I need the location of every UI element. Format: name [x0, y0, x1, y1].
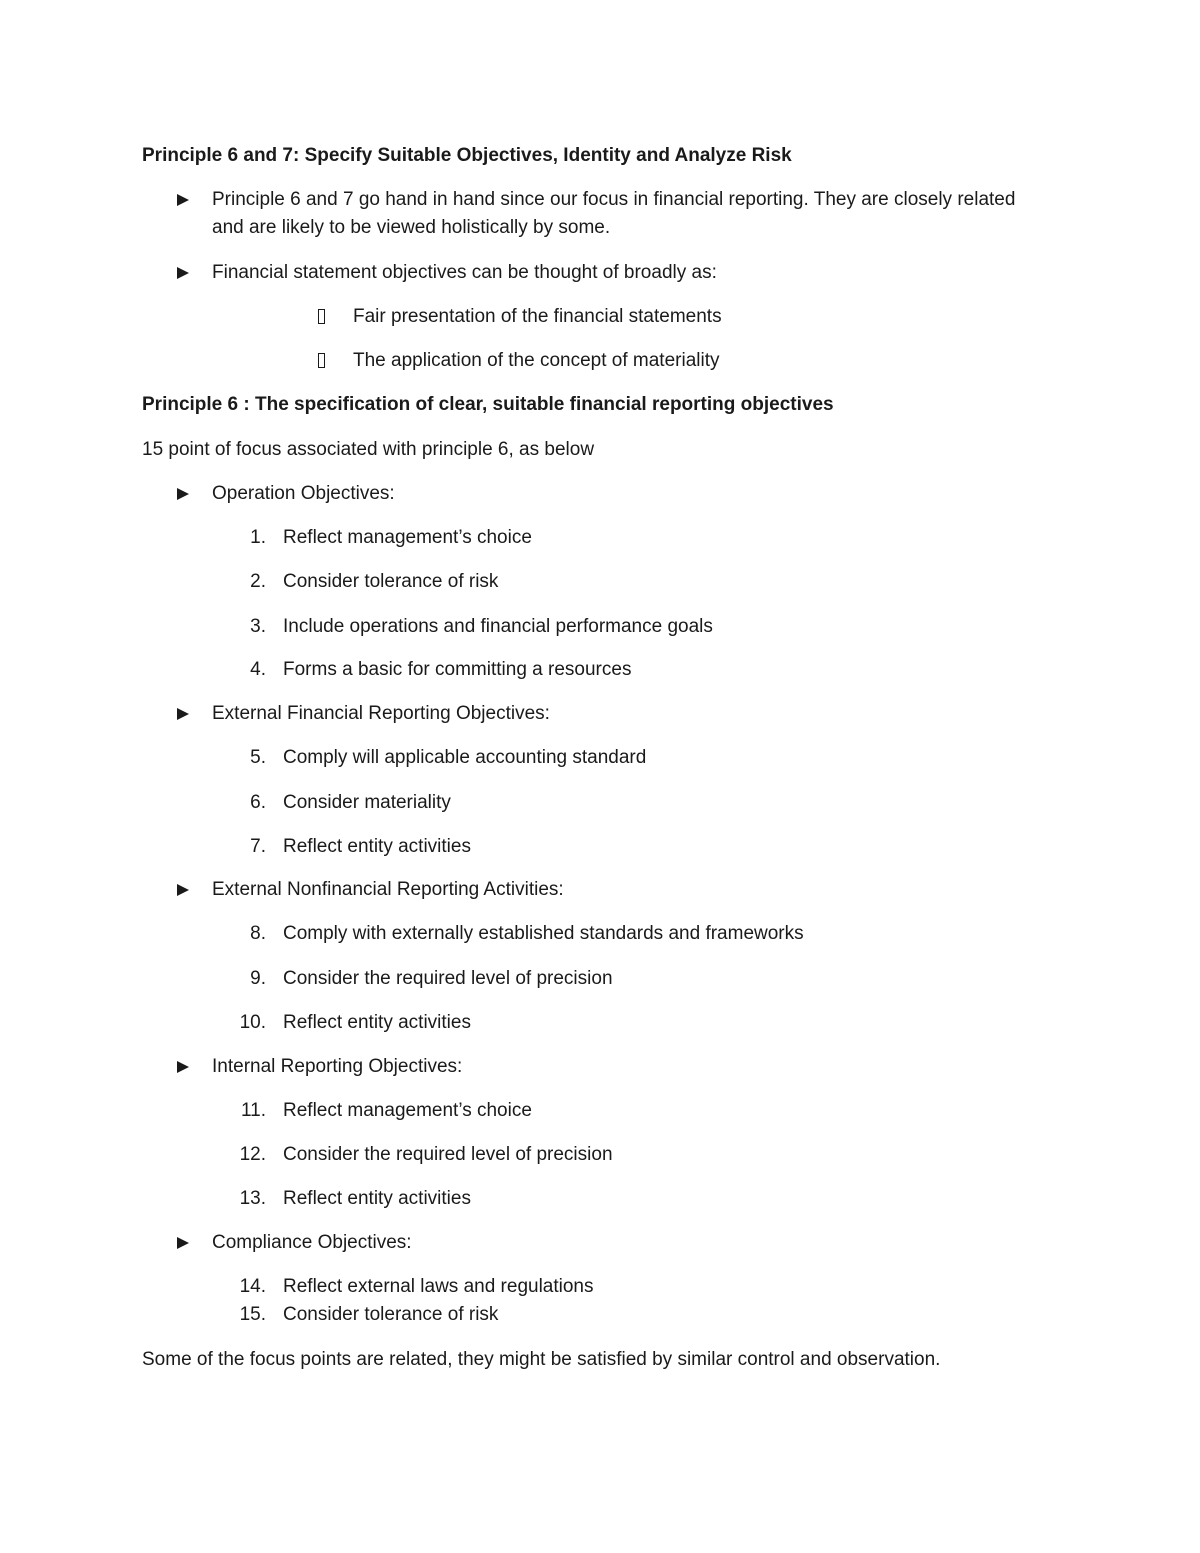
list-item-number: 4. — [250, 659, 266, 680]
list-item-number: 3. — [250, 616, 266, 637]
list-item-number: 10. — [239, 1012, 266, 1033]
list-item-number: 6. — [250, 792, 266, 813]
list-item: Consider the required level of precision — [283, 1144, 613, 1165]
list-item: Consider tolerance of risk — [283, 1304, 499, 1325]
heading-principle-6: Principle 6 : The specification of clear, suitable financial reporting objectives — [142, 394, 834, 415]
list-item-number: 14. — [239, 1276, 266, 1297]
focus-intro: 15 point of focus associated with principle 6, as below — [142, 439, 595, 460]
group-title: Operation Objectives: — [212, 483, 395, 504]
list-item: Reflect external laws and regulations — [283, 1276, 594, 1297]
group-title: External Financial Reporting Objectives: — [212, 703, 550, 724]
list-item-number: 8. — [250, 923, 266, 944]
list-item: Comply will applicable accounting standard — [283, 747, 647, 768]
box-bullet-icon — [318, 309, 325, 324]
arrow-bullet-icon — [177, 884, 189, 896]
list-item: Consider tolerance of risk — [283, 571, 499, 592]
list-item: Forms a basic for committing a resources — [283, 659, 632, 680]
intro-sub-item-2: The application of the concept of materiality — [353, 350, 720, 371]
list-item: Consider the required level of precision — [283, 968, 613, 989]
list-item: Comply with externally established standards and frameworks — [283, 923, 804, 944]
list-item: Reflect management’s choice — [283, 527, 532, 548]
list-item-number: 11. — [240, 1100, 266, 1121]
intro-bullet-1-line-1: Principle 6 and 7 go hand in hand since our focus in financial reporting. They are closely related — [212, 189, 1016, 210]
arrow-bullet-icon — [177, 194, 189, 206]
arrow-bullet-icon — [177, 1061, 189, 1073]
intro-bullet-2: Financial statement objectives can be thought of broadly as: — [212, 262, 717, 283]
arrow-bullet-icon — [177, 488, 189, 500]
group-title: Internal Reporting Objectives: — [212, 1056, 463, 1077]
list-item: Reflect entity activities — [283, 1012, 471, 1033]
arrow-bullet-icon — [177, 1237, 189, 1249]
list-item: Consider materiality — [283, 792, 451, 813]
list-item: Reflect management’s choice — [283, 1100, 532, 1121]
list-item-number: 12. — [239, 1144, 266, 1165]
list-item-number: 1. — [250, 527, 266, 548]
heading-principle-6-7: Principle 6 and 7: Specify Suitable Objectives, Identity and Analyze Risk — [142, 145, 792, 166]
group-title: External Nonfinancial Reporting Activities: — [212, 879, 564, 900]
intro-sub-item-1: Fair presentation of the financial statements — [353, 306, 722, 327]
list-item: Reflect entity activities — [283, 1188, 471, 1209]
box-bullet-icon — [318, 353, 325, 368]
arrow-bullet-icon — [177, 708, 189, 720]
arrow-bullet-icon — [177, 267, 189, 279]
list-item-number: 7. — [250, 836, 266, 857]
list-item-number: 15. — [239, 1304, 266, 1325]
closing-paragraph: Some of the focus points are related, they might be satisfied by similar control and observation. — [142, 1349, 941, 1370]
list-item-number: 2. — [250, 571, 266, 592]
list-item-number: 5. — [250, 747, 266, 768]
list-item-number: 9. — [250, 968, 266, 989]
intro-bullet-1-line-2: and are likely to be viewed holistically by some. — [212, 217, 611, 238]
list-item: Include operations and financial performance goals — [283, 616, 713, 637]
list-item: Reflect entity activities — [283, 836, 471, 857]
list-item-number: 13. — [239, 1188, 266, 1209]
group-title: Compliance Objectives: — [212, 1232, 412, 1253]
